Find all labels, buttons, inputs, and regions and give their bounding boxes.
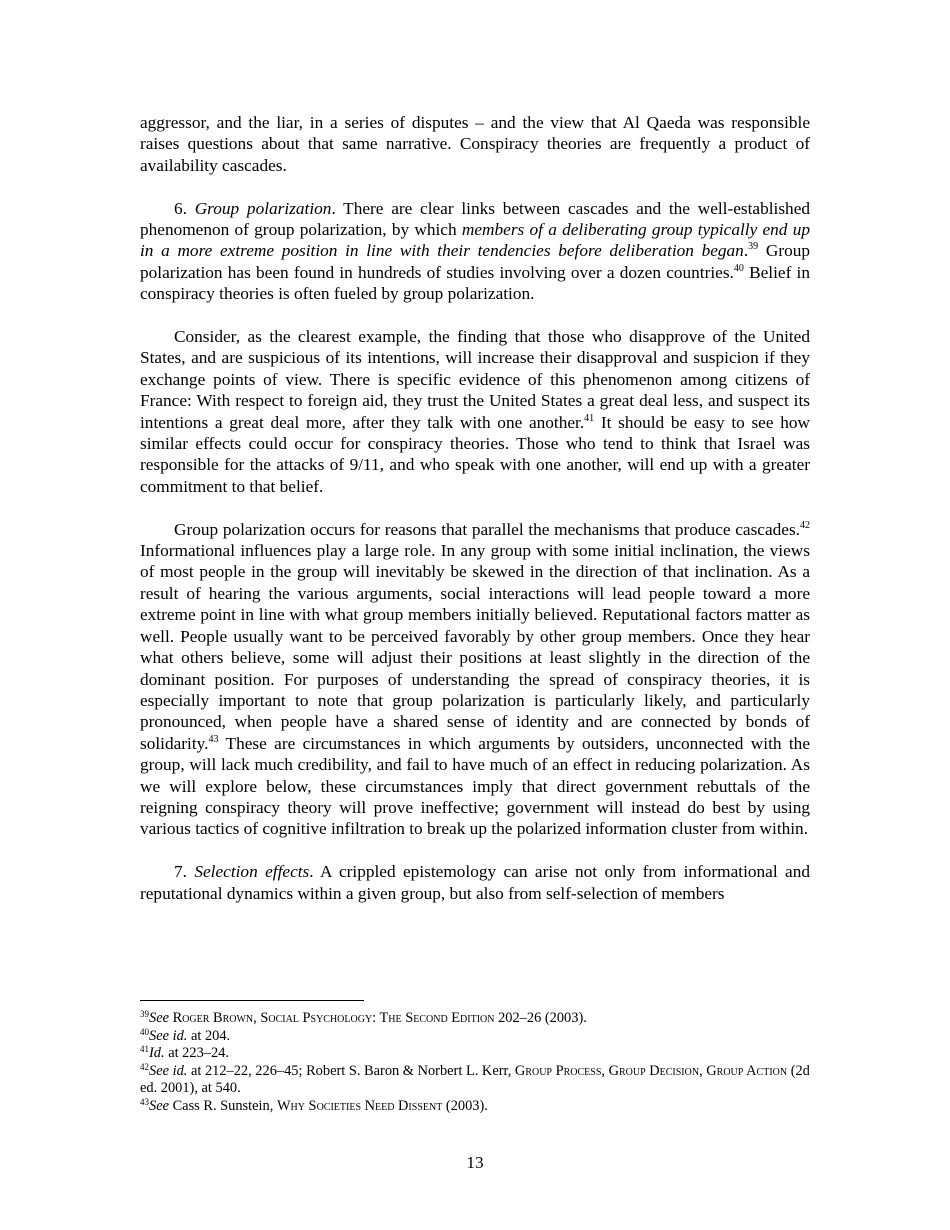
citation-title: Roger Brown, Social Psychology: The Second Edition: [168, 1010, 495, 1026]
footnote-40: [140, 1028, 810, 1046]
citation-signal: See: [149, 1097, 169, 1114]
paragraph-text: It should be easy to see how similar effects could occur for conspiracy theories. Those who tend to think that Israel was responsible for the attacks of 9/11, and who speak with one another, will end up with a greater commitment to that belief.: [140, 412, 810, 496]
citation-text: at 212–22, 226–45; Robert S. Baron & Norbert L. Kerr,: [187, 1062, 515, 1079]
citation-signal: Id.: [149, 1045, 165, 1062]
footnote-separator: [140, 1000, 364, 1001]
emphasized-text: members of a deliberating group typically end up in a more extreme position in line with their tendencies before deliberation began: [140, 220, 810, 261]
paragraph-polarization-mechanisms: [140, 519, 810, 840]
paragraph-text: Informational influences play a large role. In any group with some initial inclination, the views of most people in the group will inevitably be skewed in the direction of that inclination. As a result of hearing the various arguments, social interactions will lead people toward a more extreme point in line with what group members initially believed. Reputational factors matter as well. People usually want to be perceived favorably by other group members. Once they hear what others believe, some will adjust their positions at least slightly in the direction of the dominant position. For purposes of understanding the spread of conspiracy theories, it is especially important to note that group polarization is particularly likely, and particularly pronounced, when people have a shared sense of identity and are connected by bonds of solidarity.: [140, 541, 810, 753]
footnote-ref-39[interactable]: 39: [748, 241, 759, 253]
footnote-number: 43: [140, 1096, 149, 1107]
paragraph-text: .: [743, 241, 749, 261]
footnote-number: 39: [140, 1009, 149, 1019]
paragraph-selection-effects: [140, 861, 810, 904]
footnote-number: 41: [140, 1044, 149, 1055]
citation-text: 202–26 (2003).: [494, 1010, 587, 1026]
footnote-ref-42[interactable]: 42: [800, 519, 810, 531]
footnote-number: 40: [140, 1026, 149, 1037]
footnotes-section: [140, 1010, 810, 1116]
citation-title: Why Societies Need Dissent: [276, 1097, 443, 1114]
citation-text: (2d ed. 2001), at 540.: [140, 1062, 810, 1097]
footnote-ref-43[interactable]: 43: [208, 733, 219, 745]
paragraph-france-example: [140, 326, 810, 497]
footnote-39: [140, 1010, 810, 1028]
footnote-number: 42: [140, 1061, 149, 1072]
footnote-43: [140, 1098, 810, 1116]
citation-text: at 204.: [187, 1027, 231, 1044]
citation-text: at 223–24.: [164, 1045, 229, 1062]
paragraph-text: . There are clear links between cascades and the well-established phenomenon of group polarization, by which: [140, 198, 811, 240]
page-number: 13: [466, 1153, 484, 1172]
paragraph-text: Group polarization has been found in hundreds of studies involving over a dozen countries.: [140, 241, 810, 282]
paragraph-text: Group polarization occurs for reasons that parallel the mechanisms that produce cascades.: [174, 519, 800, 539]
paragraph-text: These are circumstances in which arguments by outsiders, unconnected with the group, will lack much credibility, and fail to have much of an effect in reducing polarization. As we will explore below, these circumstances imply that direct government rebuttals of the reigning conspiracy theory will prove ineffective; government will instead do best by using various tactics of cognitive infiltration to break up the polarized information cluster from within.: [140, 733, 810, 839]
citation-text: (2003).: [442, 1097, 488, 1114]
paragraph-group-polarization: [140, 198, 810, 305]
footnote-42: [140, 1063, 810, 1098]
document-body: [140, 112, 810, 925]
paragraph-text: . A crippled epistemology can arise not only from informational and reputational dynamics within a given group, but also from self-selection of members: [140, 862, 811, 903]
paragraph-text: Belief in conspiracy theories is often fueled by group polarization.: [140, 262, 810, 304]
paragraph-text: Consider, as the clearest example, the finding that those who disapprove of the United States, and are suspicious of its intentions, will increase their disapproval and suspicion if they exchange points of view. There is specific evidence of this phenomenon among citizens of France: With respect to foreign aid, they trust the United States a great deal less, and suspect its intentions a great deal more, after they talk with one another.: [140, 327, 810, 432]
section-number: 6.: [174, 198, 195, 218]
section-number: 7.: [174, 862, 195, 882]
section-heading-group-polarization: Group polarization: [194, 198, 332, 218]
citation-title: Group Process, Group Decision, Group Action: [514, 1062, 788, 1079]
footnote-ref-40[interactable]: 40: [733, 262, 744, 274]
paragraph-availability-cascades: aggressor, and the liar, in a series of disputes – and the view that Al Qaeda was responsible raises questions about that same narrative. Conspiracy theories are frequently a product of availability cascades.: [140, 113, 810, 175]
section-heading-selection-effects: Selection effects: [194, 862, 310, 882]
citation-signal: See id.: [149, 1062, 188, 1079]
citation-text: Cass R. Sunstein,: [168, 1097, 277, 1114]
citation-signal: See id.: [149, 1027, 188, 1044]
footnote-41: [140, 1045, 810, 1063]
footnote-ref-41[interactable]: 41: [584, 412, 595, 424]
citation-signal: See: [149, 1010, 169, 1026]
